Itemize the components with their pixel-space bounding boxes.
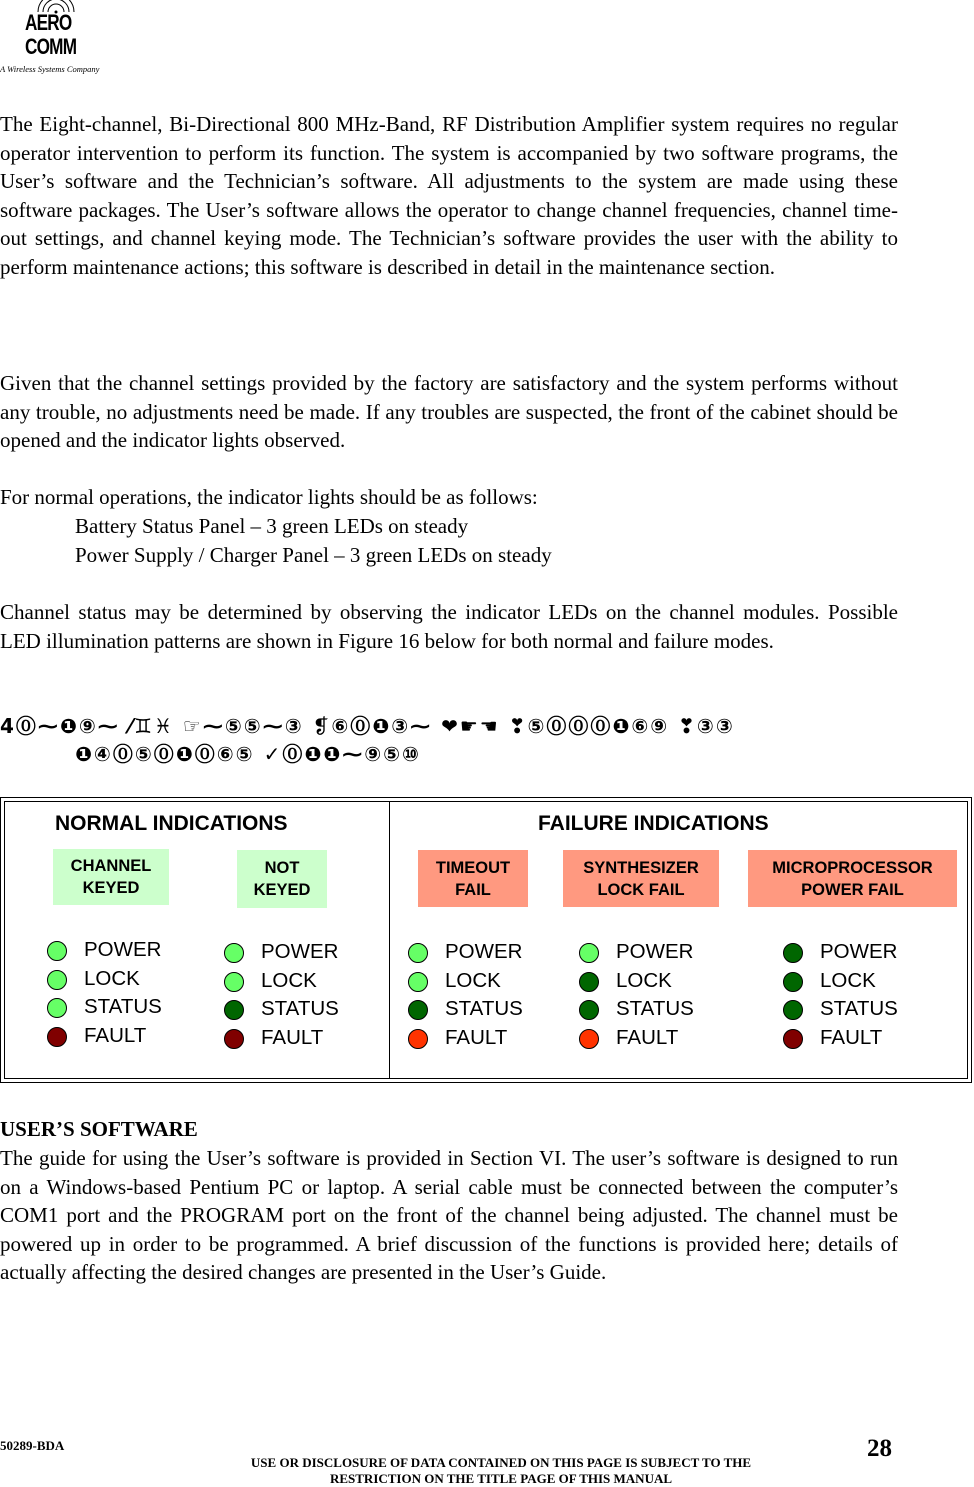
led-label: FAULT bbox=[445, 1025, 508, 1049]
channel-keyed-badge bbox=[53, 849, 169, 905]
led-lock-icon bbox=[408, 972, 428, 992]
failure-indications-heading: FAILURE INDICATIONS bbox=[538, 812, 769, 835]
led-label: POWER bbox=[84, 938, 162, 961]
led-label: LOCK bbox=[261, 968, 317, 992]
disclosure-notice bbox=[136, 1455, 866, 1487]
aerocomm-logo bbox=[0, 0, 110, 82]
figure-divider bbox=[389, 802, 390, 1078]
figure-caption-line-1: 4⓪⁓❶⑨⁓ ⁄♊♓ ☞⁓⑤⑤⁓③ ❡⑥⓪❶③⁓ ❤☛☚ ❣⑤⓪⓪⓪❶⑥⑨ ❣③③ bbox=[0, 714, 735, 738]
led-fault-icon bbox=[47, 1027, 67, 1047]
led-label: FAULT bbox=[820, 1025, 883, 1049]
badge-line: KEYED bbox=[253, 881, 311, 899]
led-power-icon bbox=[408, 943, 428, 963]
power-supply-item: Power Supply / Charger Panel – 3 green LEDs on steady bbox=[75, 543, 552, 567]
led-status-icon bbox=[224, 1000, 244, 1020]
led-status-icon bbox=[47, 998, 67, 1018]
led-label: FAULT bbox=[84, 1023, 147, 1047]
led-label: LOCK bbox=[84, 966, 140, 990]
led-fault-icon bbox=[408, 1029, 428, 1049]
logo-line-1: AERO bbox=[25, 10, 72, 35]
led-label: STATUS bbox=[84, 995, 162, 1018]
led-label: FAULT bbox=[261, 1025, 324, 1049]
led-label: POWER bbox=[445, 940, 523, 963]
normal-indications-heading: NORMAL INDICATIONS bbox=[55, 812, 288, 835]
microprocessor-power-fail-badge bbox=[748, 850, 957, 907]
badge-line: POWER FAIL bbox=[801, 880, 904, 899]
figure-frame bbox=[4, 801, 968, 1079]
battery-status-item: Battery Status Panel – 3 green LEDs on steady bbox=[75, 514, 469, 538]
led-label: POWER bbox=[261, 940, 339, 963]
intro-paragraph-2: Given that the channel settings provided by the factory are satisfactory and the system performs without any trouble, no adjustments need be made. If any troubles are suspected, the front of the cabinet should be opened and the indicator lights observed. bbox=[0, 371, 898, 453]
logo-tagline: A Wireless Systems Company bbox=[0, 64, 100, 74]
led-label: POWER bbox=[820, 940, 898, 963]
intro-paragraph-1: The Eight-channel, Bi-Directional 800 MHz-Band, RF Distribution Amplifier system requires no regular operator intervention to perform its function. The system is accompanied by two software programs, the User’s software and the Technician’s software. All adjustments to the system are made using these software packages. The User’s software allows the operator to change channel frequencies, channel time-out settings, and channel keying mode. The Technician’s software provides the user with the ability to perform maintenance actions; this software is described in detail in the maintenance section. bbox=[0, 112, 898, 279]
led-fault-icon bbox=[224, 1029, 244, 1049]
badge-line: TIMEOUT bbox=[435, 858, 511, 877]
led-label: LOCK bbox=[445, 968, 501, 992]
led-fault-icon bbox=[579, 1029, 599, 1049]
badge-line: NOT bbox=[264, 859, 300, 877]
disclosure-notice-line-1: USE OR DISCLOSURE OF DATA CONTAINED ON THIS PAGE IS SUBJECT TO THE bbox=[250, 1455, 752, 1470]
not-keyed-badge bbox=[237, 850, 327, 908]
led-lock-icon bbox=[783, 972, 803, 992]
led-label: LOCK bbox=[616, 968, 672, 992]
timeout-fail-badge bbox=[418, 850, 528, 907]
logo-line-2: COMM bbox=[25, 34, 77, 59]
led-power-icon bbox=[579, 943, 599, 963]
users-software-paragraph: The guide for using the User’s software is provided in Section VI. The user’s software is designed to run on a Windows-based Pentium PC or laptop. A serial cable must be connected between the computer’s COM1 port and the PROGRAM port on the front of the channel being adjusted. The channel must be powered up in order to be programmed. A brief discussion of the functions is provided here; details of actually affecting the desired changes are presented in the User’s Guide. bbox=[0, 1146, 898, 1285]
intro-paragraph-3-lead: For normal operations, the indicator lights should be as follows: bbox=[0, 485, 538, 509]
disclosure-notice-line-2: RESTRICTION ON THE TITLE PAGE OF THIS MANUAL bbox=[329, 1471, 673, 1486]
led-power-icon bbox=[783, 943, 803, 963]
led-label: STATUS bbox=[445, 997, 523, 1020]
figure-caption-line-2: ❶④⓪⑤⓪❶⓪⑥⑤ ✓⓪❶❶⁓⑨⑤⑩ bbox=[75, 742, 421, 766]
users-software-heading: USER’S SOFTWARE bbox=[0, 1117, 198, 1141]
led-power-icon bbox=[224, 943, 244, 963]
document-id: 50289-BDA bbox=[0, 1438, 65, 1453]
badge-line: SYNTHESIZER bbox=[583, 858, 699, 877]
led-lock-icon bbox=[224, 972, 244, 992]
badge-line: KEYED bbox=[82, 879, 140, 897]
led-label: STATUS bbox=[820, 997, 898, 1020]
led-indications-figure bbox=[0, 797, 972, 1083]
led-status-icon bbox=[579, 1000, 599, 1020]
led-status-icon bbox=[783, 1000, 803, 1020]
led-fault-icon bbox=[783, 1029, 803, 1049]
led-label: FAULT bbox=[616, 1025, 679, 1049]
led-label: POWER bbox=[616, 940, 694, 963]
led-label: LOCK bbox=[820, 968, 876, 992]
led-label: STATUS bbox=[616, 997, 694, 1020]
led-status-icon bbox=[408, 1000, 428, 1020]
led-label: STATUS bbox=[261, 997, 339, 1020]
badge-line: LOCK FAIL bbox=[597, 880, 685, 899]
page-number: 28 bbox=[867, 1435, 892, 1462]
synthesizer-lock-fail-badge bbox=[563, 850, 719, 907]
led-lock-icon bbox=[47, 970, 67, 990]
badge-line: MICROPROCESSOR bbox=[772, 858, 933, 877]
led-power-icon bbox=[47, 941, 67, 961]
badge-line: FAIL bbox=[455, 880, 491, 899]
intro-paragraph-4: Channel status may be determined by observing the indicator LEDs on the channel modules. Possible LED illumination patterns are shown in Figure 16 below for both normal and failure modes. bbox=[0, 600, 898, 653]
badge-line: CHANNEL bbox=[70, 857, 152, 875]
led-lock-icon bbox=[579, 972, 599, 992]
